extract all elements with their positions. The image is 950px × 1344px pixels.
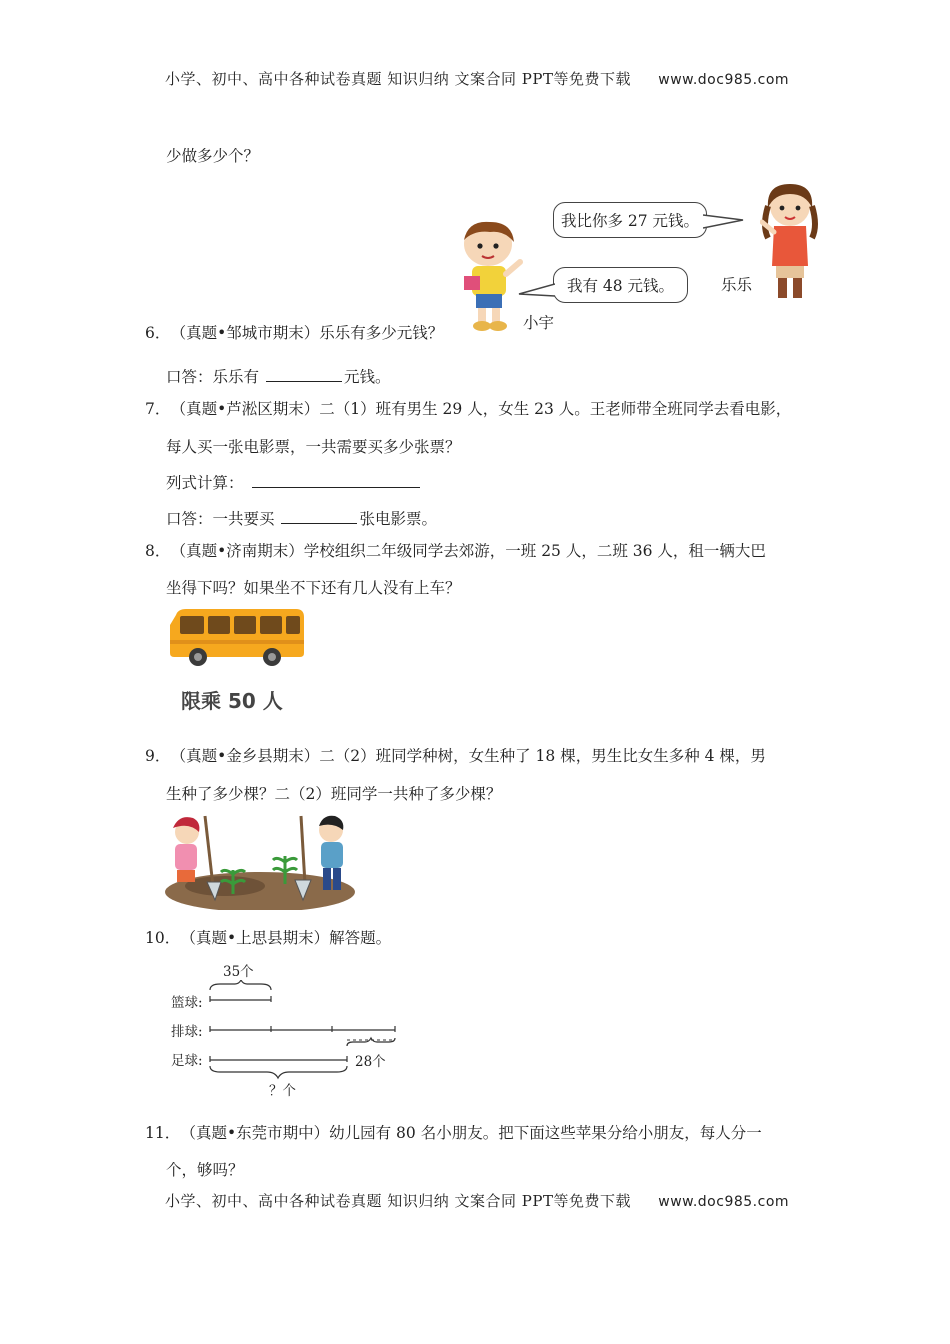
name-xiaoyu: 小宇 bbox=[523, 314, 555, 332]
speech-bubble-girl bbox=[553, 202, 707, 238]
q9-question-line1 bbox=[145, 746, 766, 766]
q7-calc-blank[interactable] bbox=[252, 471, 420, 488]
q6-answer-blank[interactable] bbox=[266, 365, 342, 382]
q7-number: 7． bbox=[145, 400, 171, 418]
speech-bubble-boy-text: 我有 48 元钱。 bbox=[566, 277, 675, 295]
boy-figure-icon bbox=[454, 218, 524, 334]
bus-icon bbox=[168, 607, 306, 669]
footer-text: 小学、初中、高中各种试卷真题 知识归纳 文案合同 PPT等免费下载 bbox=[165, 1192, 631, 1210]
q8-number: 8． bbox=[145, 542, 171, 560]
name-lele: 乐乐 bbox=[721, 276, 753, 294]
q6-answer-prefix: 口答：乐乐有 bbox=[166, 368, 260, 386]
q7-answer bbox=[166, 507, 437, 529]
q7-answer-prefix: 口答：一共要买 bbox=[166, 510, 275, 528]
q10-number: 10． bbox=[145, 929, 181, 947]
q7-answer-blank[interactable] bbox=[281, 507, 357, 524]
footer-url[interactable]: www.doc985.com bbox=[658, 1194, 790, 1210]
speech-bubble-girl-text: 我比你多 27 元钱。 bbox=[560, 212, 700, 230]
page-footer bbox=[165, 1190, 789, 1211]
q7-calc bbox=[166, 471, 420, 493]
bus-caption: 限乘 50 人 bbox=[181, 689, 283, 713]
q7-text-1: （真题•芦淞区期末）二（1）班有男生 29 人，女生 23 人。王老师带全班同学去看电影， bbox=[178, 400, 792, 418]
diagram-label-bottom: ？个 bbox=[269, 1083, 296, 1099]
q7-question-line1 bbox=[145, 399, 791, 419]
q6-answer bbox=[166, 365, 390, 387]
tree-planting-icon bbox=[165, 812, 355, 910]
q9-text-1: （真题•金乡县期末）二（2）班同学种树，女生种了 18 棵，男生比女生多种 4 棵，男 bbox=[178, 747, 766, 765]
q8-text-1: （真题•济南期末）学校组织二年级同学去郊游，一班 25 人，二班 36 人，租一辆大巴 bbox=[178, 542, 766, 560]
header-url[interactable]: www.doc985.com bbox=[658, 72, 790, 88]
q11-question-line2: 个，够吗？ bbox=[166, 1161, 244, 1179]
diagram-label-top: 35个 bbox=[223, 964, 254, 980]
diagram-label-right: 28个 bbox=[355, 1054, 386, 1070]
q11-number: 11． bbox=[145, 1124, 181, 1142]
q6-answer-suffix: 元钱。 bbox=[343, 368, 391, 386]
q10-question bbox=[145, 928, 391, 948]
speech-bubble-boy bbox=[553, 267, 688, 303]
q10-text: （真题•上思县期末）解答题。 bbox=[188, 929, 392, 947]
q6-number: 6． bbox=[145, 324, 171, 342]
girl-figure-icon bbox=[760, 182, 820, 308]
q9-number: 9． bbox=[145, 747, 171, 765]
q9-question-line2: 生种了多少棵？二（2）班同学一共种了多少棵？ bbox=[166, 785, 502, 803]
q10-line-diagram bbox=[165, 958, 405, 1098]
q8-question-line1 bbox=[145, 541, 766, 561]
q6-illustration bbox=[440, 180, 820, 340]
header-text: 小学、初中、高中各种试卷真题 知识归纳 文案合同 PPT等免费下载 bbox=[165, 70, 631, 88]
diagram-row-volleyball: 排球: bbox=[171, 1024, 203, 1040]
q6-question bbox=[145, 323, 443, 343]
q7-calc-label: 列式计算： bbox=[166, 474, 244, 492]
page-header bbox=[165, 68, 789, 89]
diagram-row-football: 足球: bbox=[171, 1053, 203, 1069]
q7-question-line2: 每人买一张电影票，一共需要买多少张票？ bbox=[166, 438, 461, 456]
q6-text: （真题•邹城市期末）乐乐有多少元钱？ bbox=[178, 324, 444, 342]
continuation-line: 少做多少个？ bbox=[166, 147, 260, 165]
diagram-row-basketball: 篮球: bbox=[171, 995, 203, 1011]
q11-question-line1 bbox=[145, 1123, 762, 1143]
bubble-tail-right-icon bbox=[703, 214, 747, 230]
bubble-tail-left-icon bbox=[517, 282, 555, 300]
q7-answer-suffix: 张电影票。 bbox=[359, 510, 437, 528]
q8-question-line2: 坐得下吗？如果坐不下还有几人没有上车？ bbox=[166, 579, 461, 597]
q11-text-1: （真题•东莞市期中）幼儿园有 80 名小朋友。把下面这些苹果分给小朋友，每人分一 bbox=[188, 1124, 762, 1142]
